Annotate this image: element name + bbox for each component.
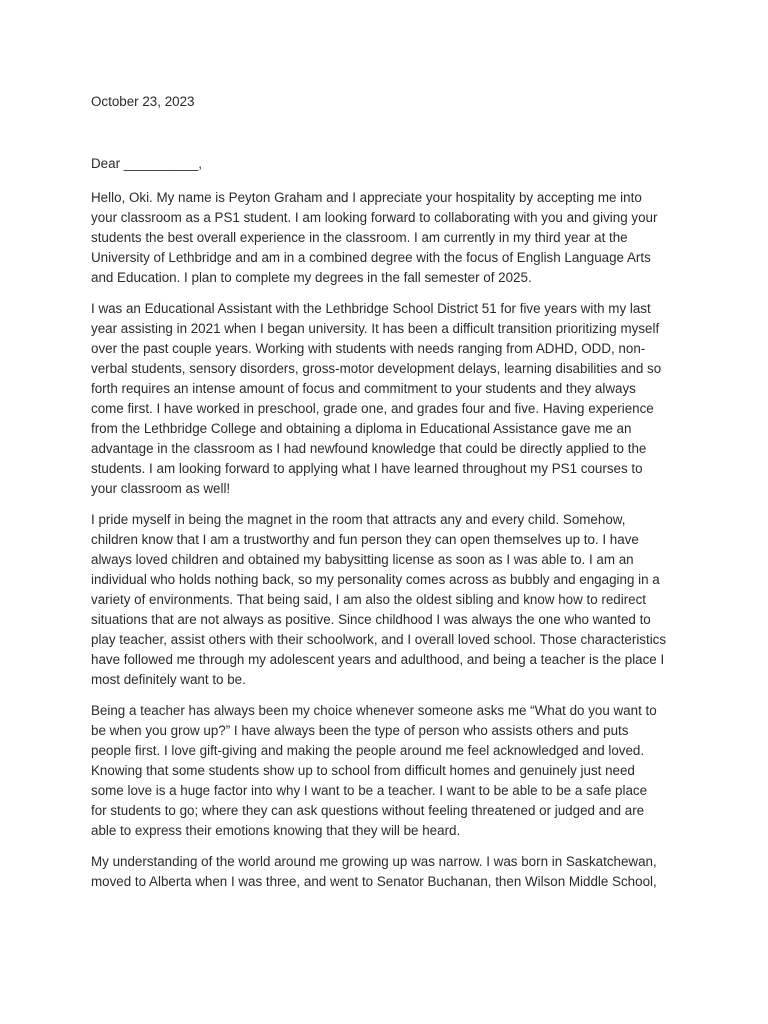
paragraph-line: Being a teacher has always been my choice whenever someone asks me “What do you want to — [91, 703, 657, 718]
paragraph-line: Hello, Oki. My name is Peyton Graham and I appreciate your hospitality by accepting me into — [91, 190, 642, 205]
paragraph-line: forth requires an intense amount of focus and commitment to your students and they always — [91, 381, 636, 396]
paragraph-line: some love is a huge factor into why I want to be a teacher. I want to be able to be a safe place — [91, 783, 648, 798]
paragraph-line: variety of environments. That being said, I am also the oldest sibling and know how to redirect — [91, 592, 647, 607]
paragraph-line: students the best overall experience in the classroom. I am currently in my third year at the — [91, 230, 628, 245]
paragraph-line: moved to Alberta when I was three, and went to Senator Buchanan, then Wilson Middle School, — [91, 874, 657, 889]
paragraph-line: advantage in the classroom as I had newfound knowledge that could be directly applied to the — [91, 441, 647, 456]
paragraph-line: your classroom as a PS1 student. I am looking forward to collaborating with you and giving your — [91, 210, 658, 225]
paragraph-line: able to express their emotions knowing that they will be heard. — [91, 823, 461, 838]
paragraph-line: verbal students, sensory disorders, gross-motor development delays, learning disabilities and so — [91, 361, 662, 376]
paragraph-line: children know that I am a trustworthy and fun person they can open themselves up to. I have — [91, 532, 639, 547]
paragraph-line: students. I am looking forward to applying what I have learned throughout my PS1 courses to — [91, 461, 643, 476]
paragraph-line: and Education. I plan to complete my degrees in the fall semester of 2025. — [91, 270, 532, 285]
paragraph-line: come first. I have worked in preschool, grade one, and grades four and five. Having experience — [91, 401, 654, 416]
letter-body — [91, 92, 691, 903]
paragraph-line: I was an Educational Assistant with the Lethbridge School District 51 for five years with my last — [91, 301, 651, 316]
letter-salutation: Dear __________, — [91, 156, 202, 171]
paragraph-line: I pride myself in being the magnet in the room that attracts any and every child. Somehow, — [91, 512, 626, 527]
paragraph-line: be when you grow up?” I have always been the type of person who assists others and puts — [91, 723, 629, 738]
paragraph-line: University of Lethbridge and am in a combined degree with the focus of English Language Arts — [91, 250, 651, 265]
paragraph-line: always loved children and obtained my babysitting license as soon as I was able to. I am an — [91, 552, 634, 567]
paragraph-line: situations that are not always as positive. Since childhood I was always the one who wanted to — [91, 612, 651, 627]
letter-paragraph — [91, 701, 691, 841]
letter-paragraph — [91, 510, 691, 690]
letter-paragraph — [91, 852, 691, 892]
paragraph-line: Knowing that some students show up to school from difficult homes and genuinely just need — [91, 763, 635, 778]
letter-paragraph — [91, 299, 691, 499]
letter-paragraph — [91, 188, 691, 288]
paragraph-line: play teacher, assist others with their schoolwork, and I overall loved school. Those characteristics — [91, 632, 667, 647]
letter-date: October 23, 2023 — [91, 94, 195, 109]
paragraph-line: people first. I love gift-giving and making the people around me feel acknowledged and loved. — [91, 743, 645, 758]
paragraph-line: year assisting in 2021 when I began university. It has been a difficult transition prioritizing myself — [91, 321, 660, 336]
paragraph-line: individual who holds nothing back, so my personality comes across as bubbly and engaging in a — [91, 572, 660, 587]
paragraph-line: over the past couple years. Working with students with needs ranging from ADHD, ODD, non- — [91, 341, 646, 356]
paragraph-line: for students to go; where they can ask questions without feeling threatened or judged and are — [91, 803, 645, 818]
letter-paragraphs — [91, 188, 691, 892]
paragraph-line: from the Lethbridge College and obtaining a diploma in Educational Assistance gave me an — [91, 421, 632, 436]
paragraph-line: most definitely want to be. — [91, 672, 246, 687]
paragraph-line: My understanding of the world around me growing up was narrow. I was born in Saskatchewan, — [91, 854, 657, 869]
paragraph-line: have followed me through my adolescent years and adulthood, and being a teacher is the place I — [91, 652, 665, 667]
paragraph-line: your classroom as well! — [91, 481, 231, 496]
